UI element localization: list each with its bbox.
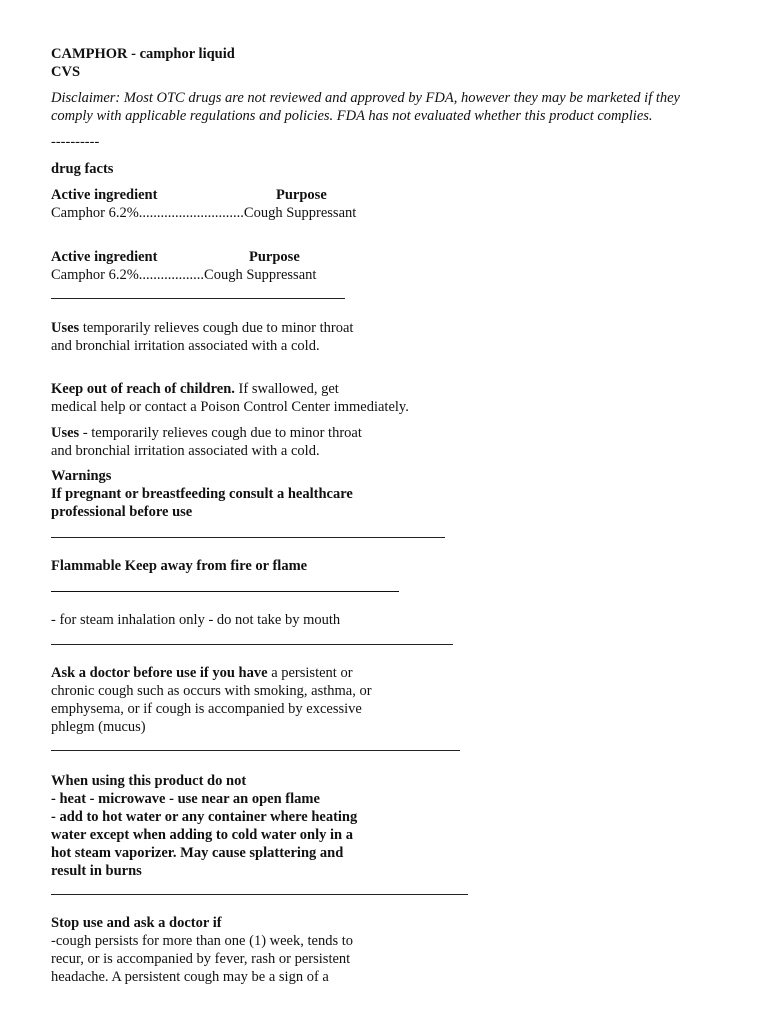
- divider-rule: [51, 537, 445, 538]
- divider-rule: [51, 894, 468, 895]
- ask-doctor-text: a persistent or: [267, 665, 353, 681]
- divider-rule: [51, 298, 345, 299]
- when-using-line-6: result in burns: [51, 863, 142, 879]
- ask-doctor-text-line-3: emphysema, or if cough is accompanied by excessive: [51, 701, 362, 717]
- steam-inhalation-warning: - for steam inhalation only - do not take by mouth: [51, 612, 341, 628]
- divider-rule: [51, 750, 460, 751]
- active-ingredient-header-2: Active ingredient: [51, 249, 158, 265]
- divider-rule: [51, 591, 399, 592]
- when-using-line-3: - add to hot water or any container where heating: [51, 809, 358, 825]
- warnings-heading: Warnings: [51, 468, 112, 484]
- stop-use-line-1: -cough persists for more than one (1) week, tends to: [51, 933, 354, 949]
- flammable-warning: Flammable Keep away from fire or flame: [51, 558, 308, 574]
- active-ingredient-header-1: Active ingredient: [51, 187, 158, 203]
- uses-paragraph-2: [51, 424, 362, 442]
- ask-doctor-label: Ask a doctor before use if you have: [51, 665, 268, 681]
- purpose-header-1: Purpose: [276, 187, 327, 203]
- ask-doctor-paragraph: [51, 664, 353, 682]
- keep-out-text: If swallowed, get: [234, 381, 339, 397]
- stop-use-heading: Stop use and ask a doctor if: [51, 915, 222, 931]
- stop-use-line-3: headache. A persistent cough may be a sign of a: [51, 969, 329, 985]
- disclaimer-line-1: Disclaimer: Most OTC drugs are not reviewed and approved by FDA, however they may be marketed if they: [51, 90, 680, 106]
- keep-out-text-line-2: medical help or contact a Poison Control Center immediately.: [51, 399, 409, 415]
- keep-out-label: Keep out of reach of children.: [51, 381, 235, 397]
- active-ingredient-row-2: Camphor 6.2%..................Cough Suppressant: [51, 267, 317, 283]
- disclaimer-line-2: comply with applicable regulations and policies. FDA has not evaluated whether this product complies.: [51, 108, 653, 124]
- uses-label: Uses: [51, 425, 80, 441]
- labeler-name: CVS: [51, 64, 81, 80]
- keep-out-paragraph: [51, 380, 339, 398]
- when-using-line-5: hot steam vaporizer. May cause splattering and: [51, 845, 344, 861]
- divider-rule: [51, 644, 453, 645]
- when-using-heading: When using this product do not: [51, 773, 247, 789]
- pregnancy-warning-line-1: If pregnant or breastfeeding consult a healthcare: [51, 486, 353, 502]
- uses-text: temporarily relieves cough due to minor throat: [79, 320, 354, 336]
- section-separator: ----------: [51, 134, 100, 150]
- uses-label: Uses: [51, 320, 80, 336]
- uses-text-line-2: and bronchial irritation associated with a cold.: [51, 443, 320, 459]
- active-ingredient-row-1: Camphor 6.2%.............................Cough Suppressant: [51, 205, 357, 221]
- drug-facts-heading: drug facts: [51, 161, 114, 177]
- when-using-line-4: water except when adding to cold water only in a: [51, 827, 353, 843]
- product-title: CAMPHOR - camphor liquid: [51, 46, 235, 62]
- when-using-line-2: - heat - microwave - use near an open flame: [51, 791, 320, 807]
- uses-text-line-2: and bronchial irritation associated with a cold.: [51, 338, 320, 354]
- uses-text: - temporarily relieves cough due to minor throat: [79, 425, 362, 441]
- ask-doctor-text-line-2: chronic cough such as occurs with smoking, asthma, or: [51, 683, 372, 699]
- pregnancy-warning-line-2: professional before use: [51, 504, 193, 520]
- stop-use-line-2: recur, or is accompanied by fever, rash or persistent: [51, 951, 351, 967]
- purpose-header-2: Purpose: [249, 249, 300, 265]
- uses-paragraph-1: [51, 319, 353, 337]
- ask-doctor-text-line-4: phlegm (mucus): [51, 719, 146, 735]
